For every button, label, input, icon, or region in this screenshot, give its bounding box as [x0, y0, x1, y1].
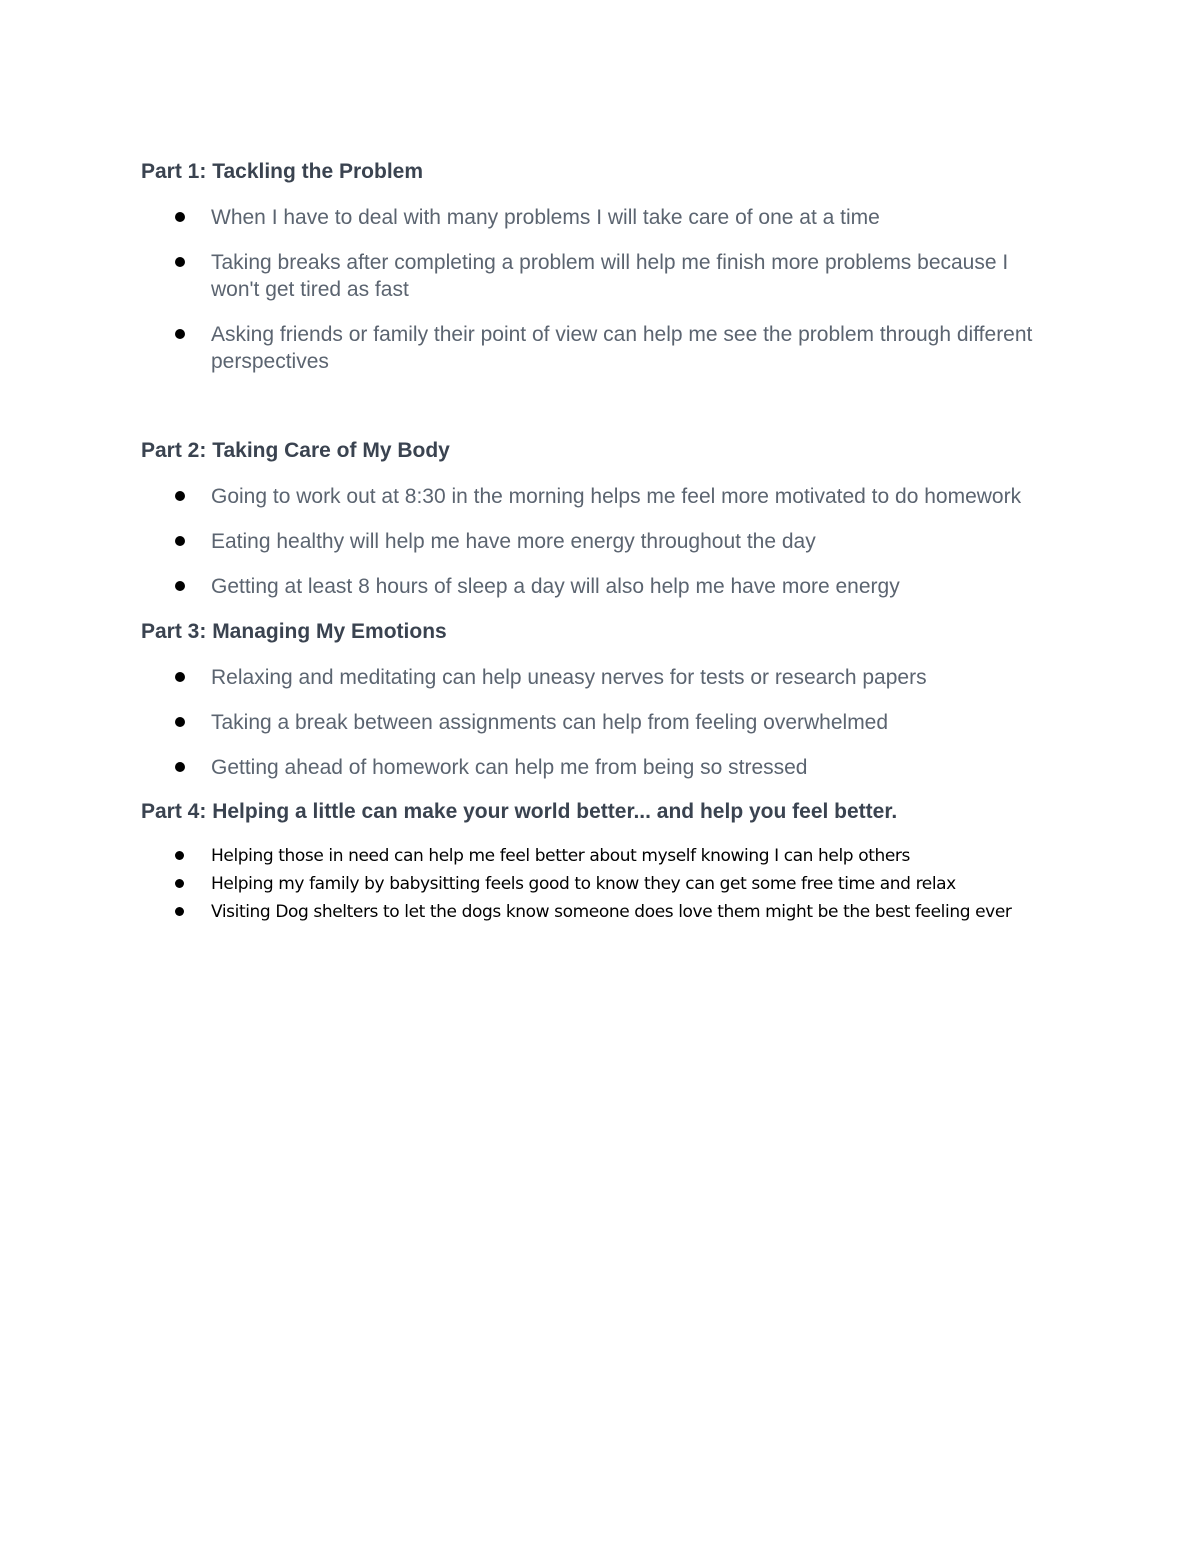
bullet-icon: [175, 581, 185, 591]
bullet-icon: [175, 536, 185, 546]
bullet-icon: [175, 672, 185, 682]
bullet-icon: [175, 762, 185, 772]
bullet-icon: [175, 717, 185, 727]
section-list-part-4: [141, 842, 1061, 926]
section-heading-part-1: Part 1: Tackling the Problem: [141, 160, 424, 183]
section-list-part-3: [141, 664, 1061, 781]
list-item: [141, 754, 1061, 781]
list-item: [141, 664, 1061, 691]
list-item: [141, 842, 1061, 870]
bullet-icon: [175, 851, 184, 860]
list-item: [141, 204, 1061, 231]
list-item-text: Going to work out at 8:30 in the morning helps me feel more motivated to do homework: [211, 485, 1022, 508]
section-heading-part-2: Part 2: Taking Care of My Body: [141, 439, 450, 462]
section-list-part-1: [141, 204, 1061, 375]
list-item-text: Asking friends or family their point of view can help me see the problem through different perspectives: [211, 323, 1033, 373]
list-item: [141, 709, 1061, 736]
list-item: [141, 870, 1061, 898]
section-list-part-2: [141, 483, 1061, 600]
list-item-text: When I have to deal with many problems I will take care of one at a time: [211, 206, 880, 229]
section-heading-part-4: Part 4: Helping a little can make your world better... and help you feel better.: [141, 800, 898, 823]
list-item-text: Getting ahead of homework can help me from being so stressed: [211, 756, 808, 779]
bullet-icon: [175, 491, 185, 501]
list-item: [141, 249, 1061, 303]
bullet-icon: [175, 879, 184, 888]
bullet-icon: [175, 257, 185, 267]
list-item-text: Taking breaks after completing a problem will help me finish more problems because I won't get tired as fast: [211, 251, 1009, 301]
list-item-text: Helping my family by babysitting feels good to know they can get some free time and relax: [211, 874, 956, 894]
bullet-icon: [175, 907, 184, 916]
section-heading-part-3: Part 3: Managing My Emotions: [141, 620, 447, 643]
list-item-text: Visiting Dog shelters to let the dogs know someone does love them might be the best feeling ever: [211, 902, 1012, 922]
list-item: [141, 573, 1061, 600]
list-item-text: Getting at least 8 hours of sleep a day will also help me have more energy: [211, 575, 900, 598]
list-item: [141, 528, 1061, 555]
list-item-text: Eating healthy will help me have more energy throughout the day: [211, 530, 816, 553]
list-item: [141, 898, 1061, 926]
list-item-text: Taking a break between assignments can help from feeling overwhelmed: [211, 711, 889, 734]
list-item-text: Helping those in need can help me feel better about myself knowing I can help others: [211, 846, 910, 866]
document-body: [141, 158, 1061, 926]
bullet-icon: [175, 212, 185, 222]
list-item: [141, 321, 1061, 375]
list-item-text: Relaxing and meditating can help uneasy nerves for tests or research papers: [211, 666, 927, 689]
bullet-icon: [175, 329, 185, 339]
list-item: [141, 483, 1061, 510]
